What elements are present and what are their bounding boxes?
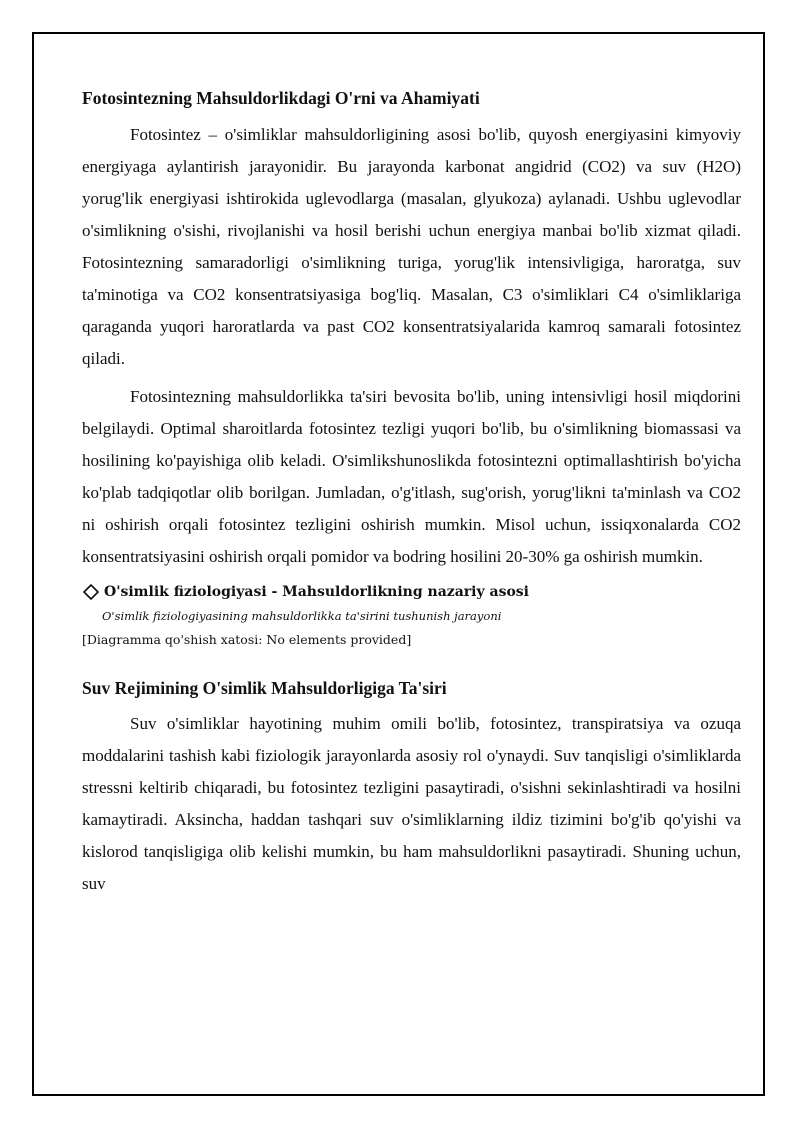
diagram-error-message: [Diagramma qo'shish xatosi: No elements provided]	[82, 632, 412, 647]
body-paragraph: Suv o'simliklar hayotining muhim omili bo'lib, fotosintez, transpiratsiya va ozuqa moddalarini tashish kabi fiziologik jarayonlarda asosiy rol o'ynaydi. Suv tanqisligi o'simliklarda stressni keltirib chiqaradi, bu fotosintez tezligini pasaytiradi, o'sishni sekinlashtiradi va hosilni kamaytiradi. Aksincha, haddan tashqari suv o'simliklarning ildiz tizimini bo'g'ib qo'yishi va kislorod tanqisligiga olib kelishi mumkin, bu ham mahsuldorlikni pasaytiradi. Shuning uchun, suv	[82, 714, 741, 893]
diagram-caption	[82, 581, 741, 603]
diamond-icon	[82, 583, 100, 601]
section-heading: Suv Rejimining O'simlik Mahsuldorligiga Ta'siri	[82, 678, 447, 698]
diagram-title: O'simlik fiziologiyasi - Mahsuldorlikning nazariy asosi	[104, 584, 529, 600]
section-heading: Fotosintezning Mahsuldorlikdagi O'rni va Ahamiyati	[82, 88, 480, 108]
diagram-subtitle: O'simlik fiziologiyasining mahsuldorlikka ta'sirini tushunish jarayoni	[102, 609, 502, 623]
document-body	[82, 86, 741, 900]
body-paragraph: Fotosintezning mahsuldorlikka ta'siri bevosita bo'lib, uning intensivligi hosil miqdorini belgilaydi. Optimal sharoitlarda fotosintez tezligi yuqori bo'lib, bu o'simlikning biomassasi va hosilining ko'payishiga olib keladi. O'simlikshunoslikda fotosintezni optimallashtirish bo'yicha ko'plab tadqiqotlar olib borilgan. Jumladan, o'g'itlash, sug'orish, yorug'likni ta'minlash va CO2 ni oshirish orqali fotosintez tezligini oshirish mumkin. Misol uchun, issiqxonalarda CO2 konsentratsiyasini oshirish orqali pomidor va bodring hosilini 20-30% ga oshirish mumkin.	[82, 387, 741, 566]
body-paragraph: Fotosintez – o'simliklar mahsuldorligining asosi bo'lib, quyosh energiyasini kimyoviy energiyaga aylantirish jarayonidir. Bu jarayonda karbonat angidrid (CO2) va suv (H2O) yorug'lik energiyasi ishtirokida uglevodlarga (masalan, glyukoza) aylanadi. Ushbu uglevodlar o'simlikning o'sishi, rivojlanishi va hosil berishi uchun energiya manbai bo'lib xizmat qiladi. Fotosintezning samaradorligi o'simlikning turiga, yorug'lik intensivligiga, haroratga, suv ta'minotiga va CO2 konsentratsiyasiga bog'liq. Masalan, C3 o'simliklari C4 o'simliklariga qaraganda yuqori haroratlarda va past CO2 konsentratsiyalarida kamroq samarali fotosintez qiladi.	[82, 125, 741, 368]
